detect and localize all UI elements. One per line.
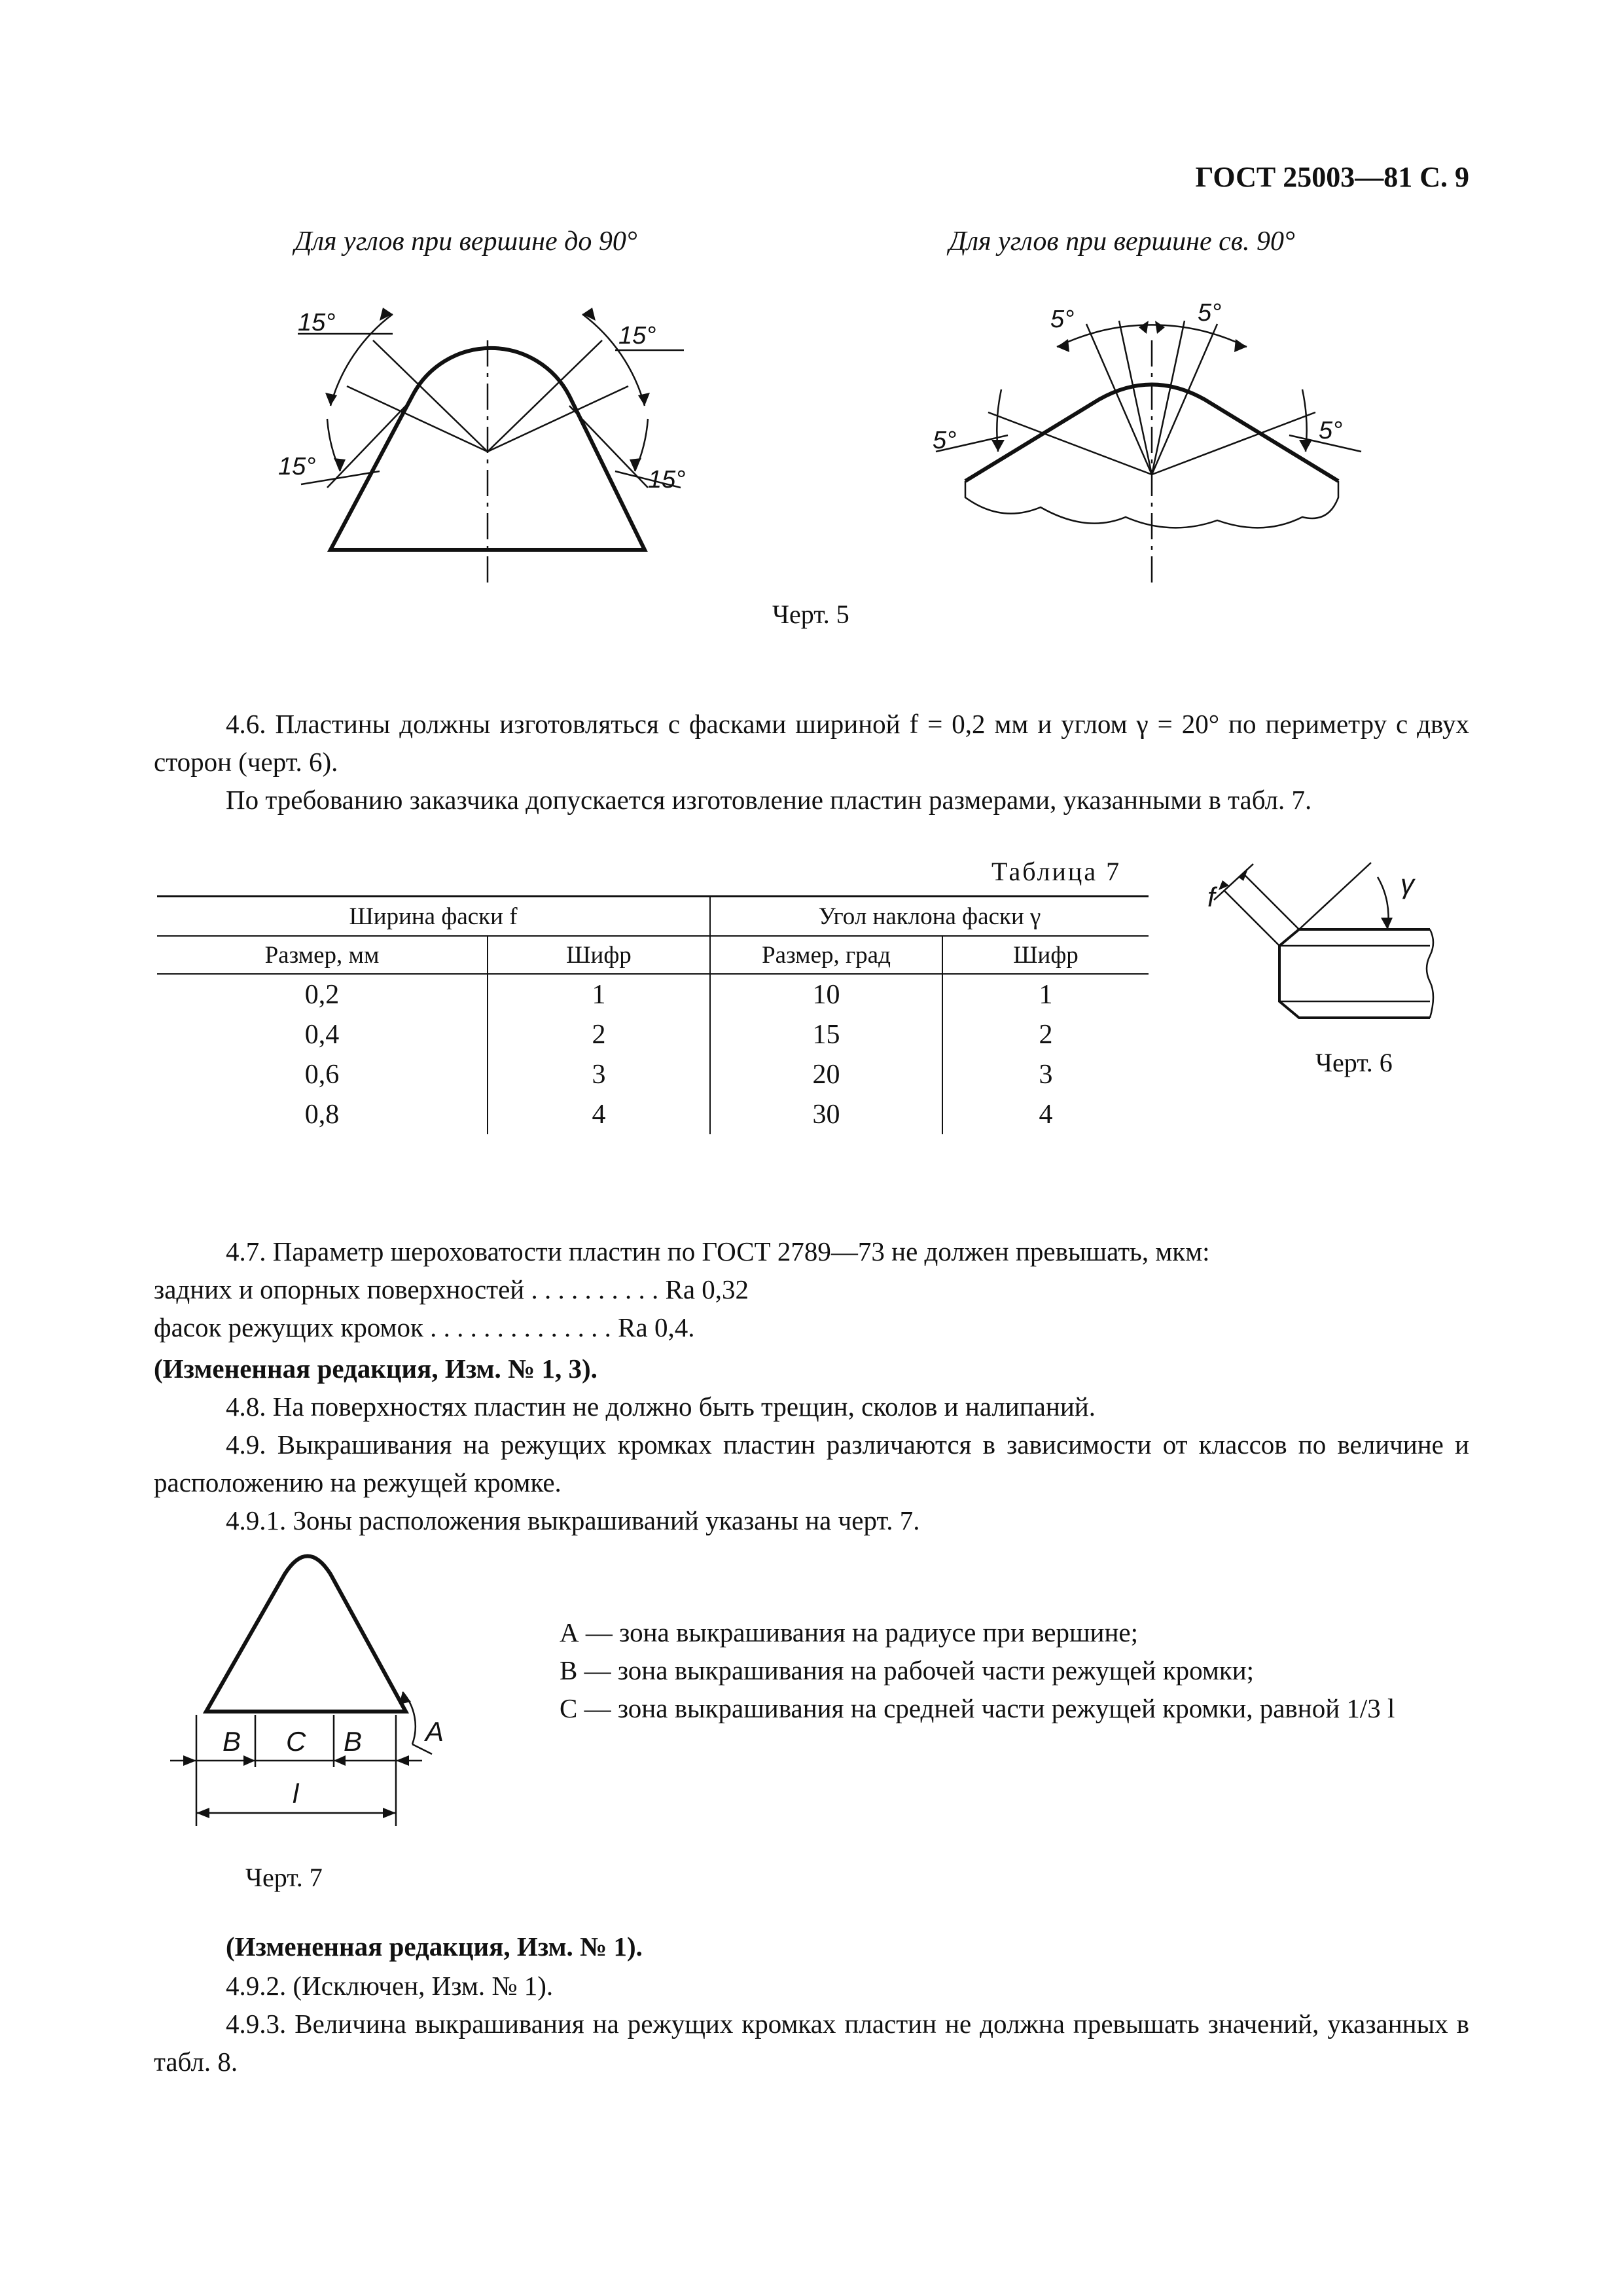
table-cell: 2 <box>488 1014 710 1054</box>
fig5-right-angle-3: 5° <box>933 427 957 454</box>
table7-col-header: Шифр <box>488 936 710 974</box>
table-cell: 15 <box>710 1014 942 1054</box>
fig7-legend-b: В — зона выкрашивания на рабочей части режущей кромки; <box>560 1655 1255 1685</box>
fig7-drawing <box>0 0 589 1898</box>
table-cell: 30 <box>710 1094 942 1134</box>
para-4-9: 4.9. Выкрашивания на режущих кромках пластин различаются в зависимости от классов по величине и расположению на режущей кромке. <box>154 1429 1469 1498</box>
table7-group-header-angle: Угол наклона фаски γ <box>710 897 1149 937</box>
fig7-zone-c: C <box>286 1726 306 1757</box>
table-cell: 0,8 <box>157 1094 488 1134</box>
table-cell: 3 <box>488 1054 710 1094</box>
fig5-left-angle-4: 15° <box>648 466 686 493</box>
fig7-zone-a: A <box>425 1716 444 1747</box>
amendment-note-1: (Измененная редакция, Изм. № 1, 3). <box>154 1354 597 1384</box>
table7-title: Таблица 7 <box>991 857 1122 886</box>
fig5-label: Черт. 5 <box>772 600 849 629</box>
table7-col-header: Шифр <box>942 936 1149 974</box>
table-cell: 1 <box>488 974 710 1014</box>
table-cell: 4 <box>1039 1099 1053 1130</box>
table-cell: 0,4 <box>157 1014 488 1054</box>
fig5-left-angle-3: 15° <box>278 453 316 480</box>
para-4-6-2: По требованию заказчика допускается изготовление пластин размерами, указанными в табл. 7. <box>226 785 1312 815</box>
fig5-right-angle-2: 5° <box>1198 299 1222 327</box>
table7-group-header-width: Ширина фаски f <box>157 897 710 937</box>
para-4-8: 4.8. На поверхностях пластин не должно быть трещин, сколов и налипаний. <box>226 1391 1096 1422</box>
table-cell: 0,2 <box>157 974 488 1014</box>
fig7-legend <box>560 1613 1476 1727</box>
para-4-7: 4.7. Параметр шероховатости пластин по ГОСТ 2789—73 не должен превышать, мкм: <box>226 1236 1210 1266</box>
para-4-9-2: 4.9.2. (Исключен, Изм. № 1). <box>226 1971 554 2001</box>
fig5-left-angle-2: 15° <box>618 322 656 350</box>
fig6-f-label: f <box>1207 882 1215 912</box>
para-4-7-line2: фасок режущих кромок . . . . . . . . . . . . . . Ra 0,4. <box>154 1312 695 1342</box>
table-cell: 3 <box>1039 1059 1053 1090</box>
fig5-right-angle-4: 5° <box>1319 417 1343 444</box>
para-4-7-line1: задних и опорных поверхностей . . . . . . . . . . Ra 0,32 <box>154 1274 749 1304</box>
fig7-legend-c: С — зона выкрашивания на средней части режущей кромки, равной 1/3 l <box>560 1693 1395 1723</box>
para-4-9-1: 4.9.1. Зоны расположения выкрашиваний указаны на черт. 7. <box>226 1505 920 1535</box>
fig6-label: Черт. 6 <box>1315 1048 1393 1077</box>
para-4-6: 4.6. Пластины должны изготовляться с фасками шириной f = 0,2 мм и углом γ = 20° по периметру с двух сторон (черт. 6). <box>154 709 1469 777</box>
para-4-9-3: 4.9.3. Величина выкрашивания на режущих кромках пластин не должна превышать значений, указанных в табл. 8. <box>154 2009 1469 2077</box>
table7-col-header: Размер, град <box>710 936 942 974</box>
fig7-zone-b-left: B <box>223 1726 241 1757</box>
amendment-note-2: (Измененная редакция, Изм. № 1). <box>226 1931 643 1962</box>
table-cell: 1 <box>1039 979 1053 1010</box>
table-cell: 2 <box>1039 1019 1053 1050</box>
fig5-right-angle-1: 5° <box>1050 306 1075 333</box>
table7-col-header: Размер, мм <box>157 936 488 974</box>
fig5-left-angle-1: 15° <box>298 309 336 336</box>
fig6-gamma-label: γ <box>1400 869 1414 899</box>
fig5-right-caption: Для углов при вершине св. 90° <box>949 226 1295 257</box>
fig7-zone-b-right: B <box>344 1726 363 1757</box>
fig7-length-l: l <box>293 1778 299 1809</box>
page-header: ГОСТ 25003—81 С. 9 <box>1195 161 1469 193</box>
fig7-label: Черт. 7 <box>245 1863 323 1892</box>
table-cell: 10 <box>710 974 942 1014</box>
table-cell: 0,6 <box>157 1054 488 1094</box>
table-cell: 4 <box>488 1094 710 1134</box>
fig5-left-caption: Для углов при вершине до 90° <box>294 226 637 257</box>
fig7-legend-a: А — зона выкрашивания на радиусе при вершине; <box>560 1617 1139 1647</box>
table-cell: 20 <box>710 1054 942 1094</box>
